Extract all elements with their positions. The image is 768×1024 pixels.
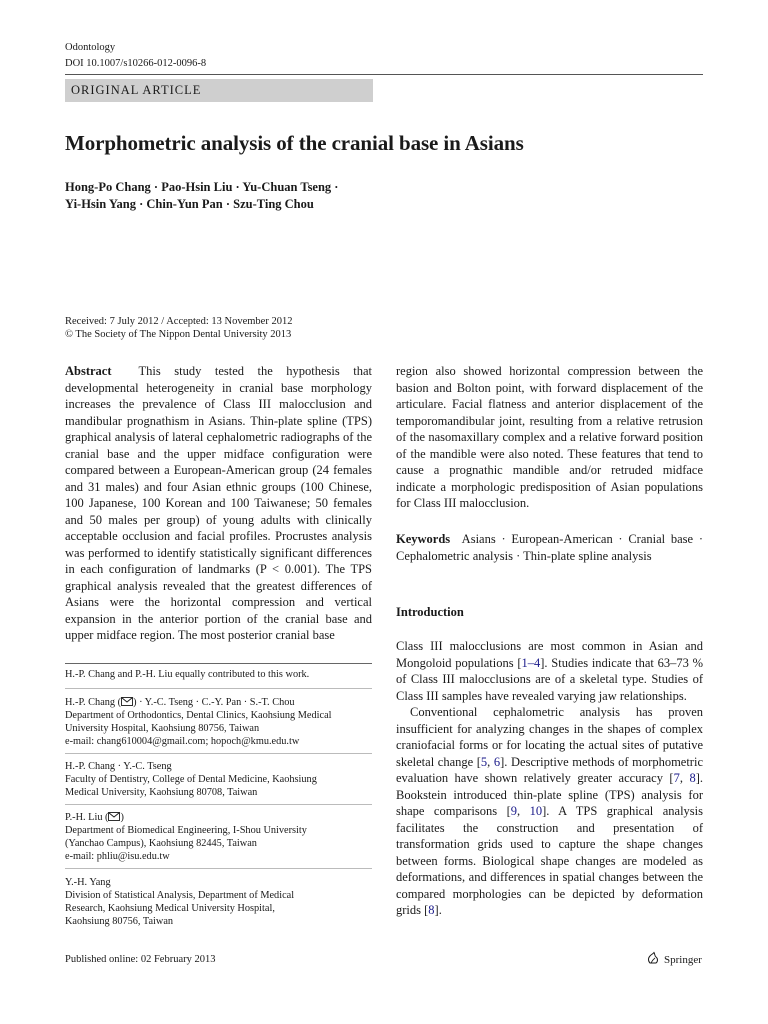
citation-link[interactable]: 6 [493, 754, 501, 769]
springer-logo [646, 951, 702, 968]
affil-line: Medical University, Kaohsiung 80708, Taiwan [65, 787, 258, 798]
affil-line: Department of Biomedical Engineering, I-Shou University [65, 825, 307, 836]
journal-name: Odontology [65, 42, 116, 53]
citation-link[interactable]: 9 [510, 804, 517, 818]
affil-names: H.-P. Chang · Y.-C. Tseng [65, 761, 172, 772]
article-title: Morphometric analysis of the cranial base in Asians [65, 131, 524, 155]
abstract-label: Abstract [65, 364, 112, 378]
intro-text: , [679, 771, 690, 785]
affiliation-1 [65, 696, 372, 748]
citation-link[interactable]: 10 [529, 804, 543, 818]
springer-logo-icon [646, 951, 660, 968]
affil-names: H.-P. Chang ( [65, 697, 122, 708]
affil-line: Research, Kaohsiung Medical University Hospital, [65, 903, 275, 914]
affil-line: Department of Orthodontics, Dental Clinics, Kaohsiung Medical [65, 710, 332, 721]
citation-link[interactable]: 1–4 [521, 655, 541, 670]
author-list [65, 179, 338, 213]
intro-text: ]. Bookstein introduced thin-plate spline (TPS) analysis for shape comparisons [ [396, 771, 704, 818]
affil-line: Kaohsiung 80756, Taiwan [65, 916, 174, 927]
abstract-right [396, 363, 703, 512]
received-accepted: Received: 7 July 2012 / Accepted: 13 November 2012 [65, 316, 293, 327]
footnote-separator [65, 688, 372, 689]
affiliation-3 [65, 811, 372, 863]
intro-text: ]. [434, 903, 442, 917]
copyright: © The Society of The Nippon Dental University 2013 [65, 329, 292, 340]
affil-email[interactable]: e-mail: chang610004@gmail.com; hopoch@kmu.edu.tw [65, 736, 300, 747]
envelope-icon[interactable] [108, 812, 120, 823]
author-line-1: Hong-Po Chang · Pao-Hsin Liu · Yu-Chuan Tseng · [65, 180, 339, 194]
journal-header [65, 40, 206, 72]
abstract-text-left: This study tested the hypothesis that developmental heterogeneity in cranial base morphology increases the prevalence of Class III malocclusion and mandibular prognathism in Asians. Thin-plate spline (TPS) graphical analysis of lateral cephalometric radiographs of the cranial base and the upper midface configuration were compared between a European-American group (24 females and 31 males) and four Asian ethnic groups (100 Chinese, 100 Japanese, 100 Korean and 100 Taiwanese; 50 females and 50 males per group) of young adults with clinically acceptable occlusion and facial profiles. Procrustes analysis was performed to identify statistically significant differences in each configuration of landmarks (P < 0.001). The TPS graphical analysis revealed that the greatest differences of Asians were the horizontal compression and vertical expansion in the anterior portion of the cranial base and upper midface region. The most posterior cranial base [65, 364, 372, 642]
intro-text: , [487, 754, 494, 769]
equal-contribution-note: H.-P. Chang and P.-H. Liu equally contributed to this work. [65, 669, 310, 680]
affil-line: Division of Statistical Analysis, Department of Medical [65, 890, 295, 901]
intro-paragraph-1 [396, 638, 703, 704]
footnote-separator [65, 753, 372, 754]
intro-text: ]. Descriptive methods of morphometric evaluation have shown relatively greater accuracy [ [396, 754, 703, 785]
article-dates [65, 315, 292, 341]
affil-line: University Hospital, Kaohsiung 80756, Taiwan [65, 723, 260, 734]
intro-text: Class III malocclusions are most common in Asian and Mongoloid populations [ [396, 639, 703, 670]
footnote-separator [65, 868, 372, 869]
affiliation-2 [65, 760, 372, 799]
affil-line: (Yanchao Campus), Kaohsiung 82445, Taiwan [65, 838, 257, 849]
citation-link[interactable]: 8 [689, 771, 696, 785]
published-online: Published online: 02 February 2013 [65, 954, 216, 965]
introduction-heading: Introduction [396, 605, 464, 619]
citation-link[interactable]: 5 [480, 754, 488, 769]
footnote-separator [65, 804, 372, 805]
affil-names: ) [120, 812, 124, 823]
affil-email[interactable]: e-mail: phliu@isu.edu.tw [65, 851, 170, 862]
affiliation-4 [65, 876, 372, 928]
author-line-2: Yi-Hsin Yang · Chin-Yun Pan · Szu-Ting Chou [65, 197, 314, 211]
header-rule [65, 74, 703, 75]
doi[interactable]: DOI 10.1007/s10266-012-0096-8 [65, 58, 207, 69]
citation-link[interactable]: 7 [673, 771, 680, 785]
affil-line: Faculty of Dentistry, College of Dental Medicine, Kaohsiung [65, 774, 317, 785]
keywords-text: Asians · European-American · Cranial base · Cephalometric analysis · Thin-plate spline analysis [396, 532, 704, 563]
citation-link[interactable]: 8 [428, 903, 435, 917]
affil-names: P.-H. Liu ( [65, 812, 109, 823]
footnote-rule [65, 663, 372, 664]
intro-text: , [517, 804, 530, 818]
intro-text: ]. A TPS graphical analysis facilitates the construction and presentation of transformation grids used to capture the shape changes between forms. Biological shape changes are modeled as deformations, and differences in spatial changes between the compared morphologies can be depicted by deformation grids [ [396, 804, 703, 917]
introduction-body [396, 638, 703, 919]
intro-text: ]. Studies indicate that 63–73 % of Class III malocclusions are of a skeletal type. Studies of Class III samples have revealed varying jaw relationships. [396, 655, 703, 703]
keywords [396, 531, 703, 564]
intro-paragraph-2 [396, 704, 703, 919]
abstract-text-right: region also showed horizontal compression between the basion and Bolton point, with forward displacement of the articulare. Facial flatness and anterior displacement of the temporomandibular joint, resulting from a relative retrusion of the nasomaxillary complex and a relative forward position of the mandible were also noted. These features that tend to cause a prognathic mandible and/or retruded midface indicate a morphologic predisposition of Asian populations for Class III malocclusion. [396, 364, 703, 510]
intro-text: Conventional cephalometric analysis has proven insufficient for analyzing changes in the shapes of complex craniofacial forms or for locating the actual sites of putative skeletal change [ [396, 705, 703, 769]
affil-names: Y.-H. Yang [65, 877, 111, 888]
article-type-badge: ORIGINAL ARTICLE [65, 79, 373, 102]
publisher-name: Springer [664, 953, 702, 966]
abstract-left [65, 363, 372, 644]
envelope-icon[interactable] [121, 697, 133, 708]
affil-names: ) · Y.-C. Tseng · C.-Y. Pan · S.-T. Chou [133, 697, 295, 708]
keywords-label: Keywords [396, 532, 451, 546]
